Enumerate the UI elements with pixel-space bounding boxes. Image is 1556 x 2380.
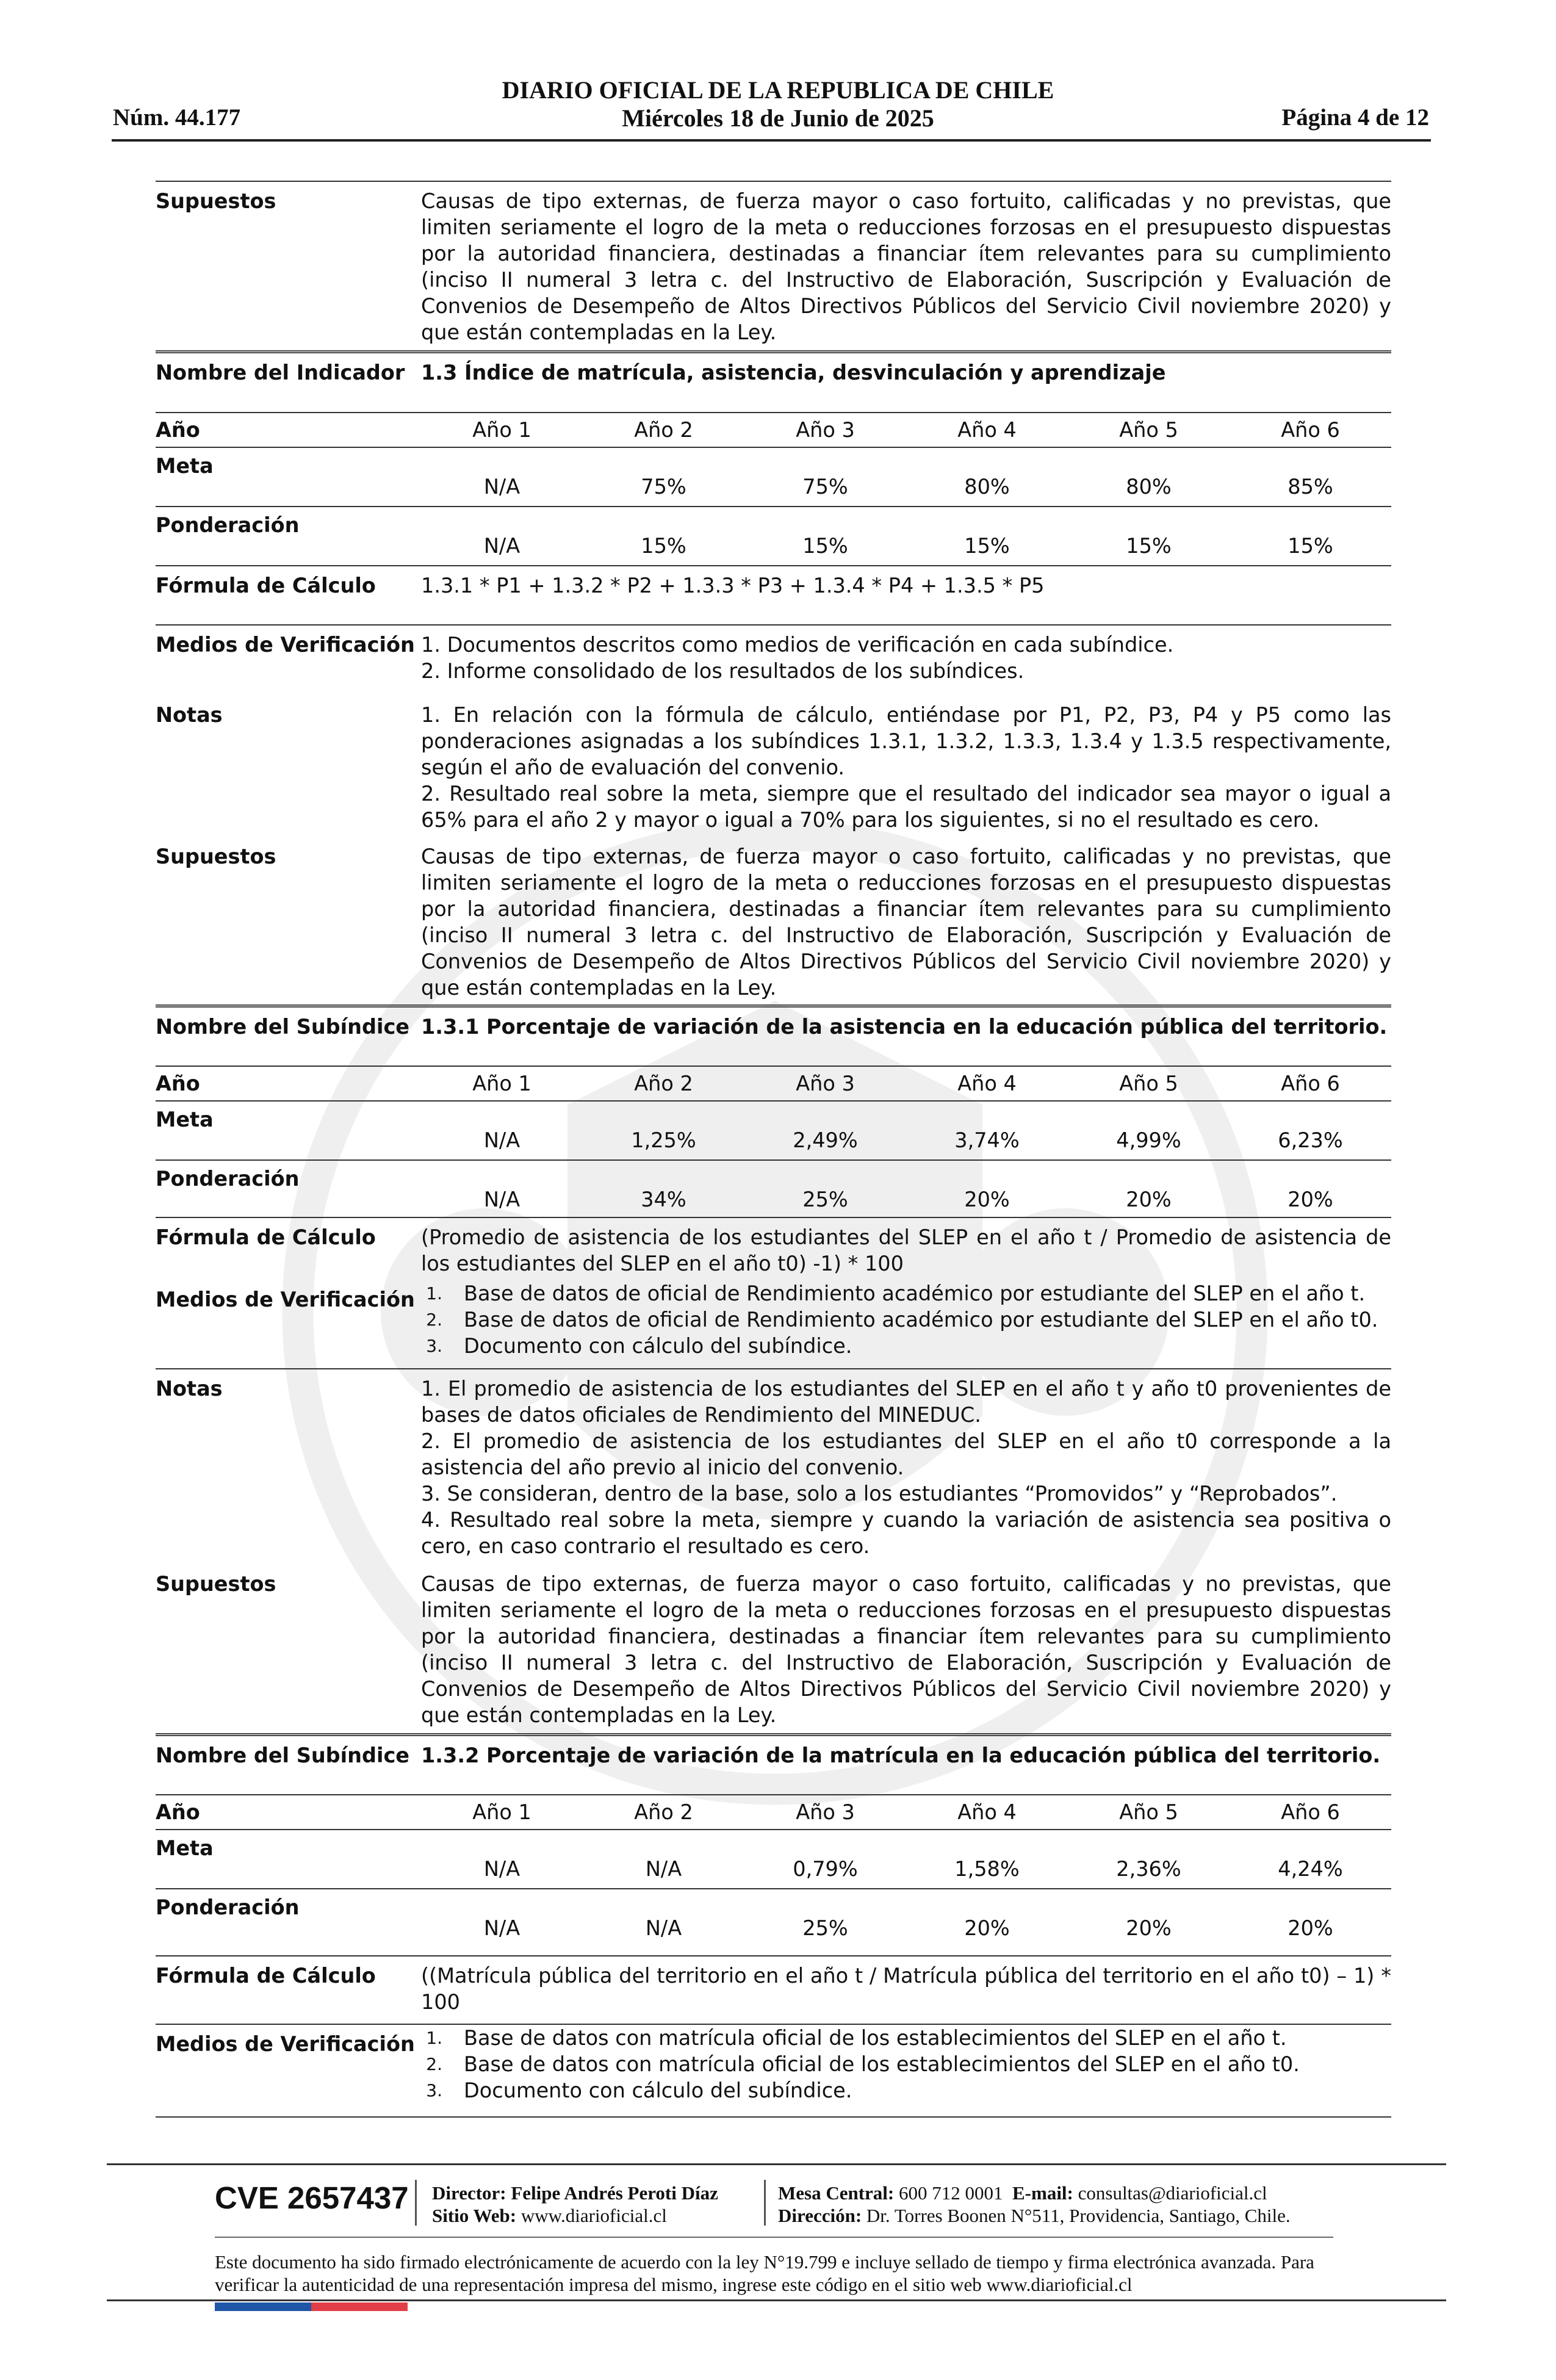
meta-row — [156, 1100, 1391, 1159]
list-item: 1. Base de datos de oficial de Rendimiento académico por estudiante del SLEP en el año t. — [426, 1282, 1366, 1305]
field-label: Meta — [156, 1836, 214, 1860]
year-cell: Año 1 — [472, 1072, 531, 1095]
medios-row — [156, 2024, 1391, 2118]
meta-cell: 80% — [964, 475, 1010, 499]
field-label: Año — [156, 418, 200, 442]
field-label: Medios de Verificación — [156, 1288, 415, 1311]
header-rule — [112, 139, 1431, 142]
list-item: 2. Base de datos de oficial de Rendimiento académico por estudiante del SLEP en el año t0. — [426, 1308, 1378, 1332]
footer-director-block: Director: Felipe Andrés Peroti Díaz Sitio Web: www.diarioficial.cl — [432, 2182, 718, 2226]
field-label: Medios de Verificación — [156, 2032, 415, 2056]
ponderacion-cell: N/A — [483, 1188, 520, 1211]
years-row — [156, 1066, 1391, 1100]
issue-number: Núm. 44.177 — [113, 104, 241, 131]
field-label: Fórmula de Cálculo — [156, 574, 376, 597]
field-label: Supuestos — [156, 845, 276, 868]
formula-value: 1.3.1 * P1 + 1.3.2 * P2 + 1.3.3 * P3 + 1.3.4 * P4 + 1.3.5 * P5 — [421, 574, 1045, 597]
ponderacion-cell: 15% — [1288, 534, 1333, 558]
years-row — [156, 1794, 1391, 1829]
footer-divider — [764, 2180, 766, 2226]
field-label: Notas — [156, 703, 223, 727]
supuestos-section — [156, 1565, 1391, 1733]
meta-cell: 75% — [802, 475, 848, 499]
meta-cell: 3,74% — [954, 1128, 1020, 1152]
meta-cell: 75% — [641, 475, 686, 499]
list-item: 2. Base de datos con matrícula oficial de los establecimientos del SLEP en el año t0. — [426, 2052, 1300, 2076]
medios-row — [156, 624, 1391, 696]
supuestos-section — [156, 837, 1391, 1004]
field-label: Fórmula de Cálculo — [156, 1225, 376, 1249]
ponderacion-cell: 20% — [1288, 1916, 1333, 1940]
field-label: Supuestos — [156, 1572, 276, 1596]
year-cell: Año 3 — [796, 1072, 855, 1095]
field-value: Causas de tipo externas, de fuerza mayor o caso fortuito, calificadas y no previstas, que limiten seriamente el logro de la meta o reducciones forzosas en el presupuesto dispuestas por la autoridad financiera, destinadas a financiar ítem relevantes para su cumplimiento (inciso II numeral 3 letra c. del Instructivo de Elaboración, Suscripción y Evaluación de Convenios de Desempeño de Altos Directivos Públicos del Servicio Civil noviembre 2020) y que están contempladas en la Ley. — [421, 1572, 1391, 1727]
field-label: Ponderación — [156, 1895, 300, 1919]
list-item: 3. Documento con cálculo del subíndice. — [426, 2079, 852, 2102]
field-label: Nombre del Indicador — [156, 361, 405, 384]
subindex-name-row — [156, 1004, 1391, 1066]
legal-notice: Este documento ha sido firmado electrónicamente de acuerdo con la ley N°19.799 e incluye sellado de tiempo y firma electrónica avanzada. Para verificar la autenticidad de una representación impresa del mismo, ingrese este código en el sitio web www.diarioficial.cl — [215, 2251, 1314, 2295]
field-label: Nombre del Subíndice — [156, 1744, 410, 1767]
formula-row — [156, 1955, 1391, 2024]
medios-list — [421, 2025, 1391, 2116]
meta-cell: N/A — [483, 1857, 520, 1881]
field-label: Supuestos — [156, 189, 276, 213]
cve-code: CVE 2657437 — [215, 2180, 409, 2215]
ponderacion-row — [156, 1159, 1391, 1217]
meta-cell: 4,24% — [1278, 1857, 1343, 1881]
ponderacion-cell: 15% — [802, 534, 848, 558]
field-label: Meta — [156, 454, 214, 478]
ponderacion-cell: 15% — [1126, 534, 1172, 558]
meta-cell: 0,79% — [793, 1857, 858, 1881]
meta-cell: 2,36% — [1116, 1857, 1181, 1881]
list-item: 3. Se consideran, dentro de la base, solo a los estudiantes “Promovidos” y “Reprobados”. — [421, 1482, 1338, 1506]
year-cell: Año 6 — [1281, 418, 1340, 442]
page-number: Página 4 de 12 — [1281, 104, 1429, 131]
medios-list — [421, 626, 1391, 696]
ponderacion-cell: N/A — [483, 534, 520, 558]
medios-list — [421, 1280, 1391, 1368]
field-value: Causas de tipo externas, de fuerza mayor o caso fortuito, calificadas y no previstas, que limiten seriamente el logro de la meta o reducciones forzosas en el presupuesto dispuestas por la autoridad financiera, destinadas a financiar ítem relevantes para su cumplimiento (inciso II numeral 3 letra c. del Instructivo de Elaboración, Suscripción y Evaluación de Convenios de Desempeño de Altos Directivos Públicos del Servicio Civil noviembre 2020) y que están contempladas en la Ley. — [421, 189, 1391, 344]
address: Dr. Torres Boonen N°511, Providencia, Santiago, Chile. — [866, 2205, 1291, 2226]
formula-row — [156, 565, 1391, 624]
footer-rule — [107, 2163, 1446, 2165]
phone-number: 600 712 0001 — [899, 2182, 1003, 2204]
year-cell: Año 4 — [957, 1800, 1017, 1824]
year-cell: Año 5 — [1119, 1800, 1178, 1824]
footer-rule — [215, 2237, 1333, 2238]
meta-cell: 80% — [1126, 475, 1172, 499]
meta-cell: 2,49% — [793, 1128, 858, 1152]
website-link[interactable]: www.diarioficial.cl — [520, 2205, 667, 2226]
meta-row — [156, 1829, 1391, 1888]
ponderacion-cell: 25% — [802, 1188, 848, 1211]
director-name: Felipe Andrés Peroti Díaz — [511, 2182, 718, 2204]
year-cell: Año 5 — [1119, 418, 1178, 442]
list-item: 1. Documentos descritos como medios de verificación en cada subíndice. — [421, 633, 1174, 657]
subindex-title: 1.3.2 Porcentaje de variación de la matrícula en la educación pública del territorio. — [421, 1744, 1381, 1767]
meta-cell: N/A — [483, 1128, 520, 1152]
year-cell: Año 5 — [1119, 1072, 1178, 1095]
footer-rule — [107, 2299, 1446, 2301]
field-label: Fórmula de Cálculo — [156, 1964, 376, 1988]
ponderacion-cell: 25% — [802, 1916, 848, 1940]
field-label: Notas — [156, 1377, 223, 1401]
list-item: 1. Base de datos con matrícula oficial de los establecimientos del SLEP en el año t. — [426, 2026, 1287, 2050]
meta-cell: N/A — [645, 1857, 682, 1881]
field-label: Medios de Verificación — [156, 633, 415, 657]
list-item: 2. Informe consolidado de los resultados de los subíndices. — [421, 659, 1025, 683]
indicator-title: 1.3 Índice de matrícula, asistencia, desvinculación y aprendizaje — [421, 361, 1166, 384]
field-label: Ponderación — [156, 1167, 300, 1191]
ponderacion-row — [156, 506, 1391, 565]
ponderacion-cell: 20% — [1126, 1916, 1172, 1940]
subindex-title: 1.3.1 Porcentaje de variación de la asistencia en la educación pública del territorio. — [421, 1015, 1388, 1039]
year-cell: Año 2 — [634, 1072, 693, 1095]
list-item: 2. Resultado real sobre la meta, siempre que el resultado del indicador sea mayor o igual a 65% para el año 2 y mayor o igual a 70% para los siguientes, si no el resultado es cero. — [421, 782, 1391, 832]
meta-cell: 6,23% — [1278, 1128, 1343, 1152]
publication-date: Miércoles 18 de Junio de 2025 — [622, 104, 934, 132]
supuestos-section — [156, 181, 1391, 350]
field-label: Ponderación — [156, 513, 300, 537]
list-item: 3. Documento con cálculo del subíndice. — [426, 1334, 852, 1358]
email-link[interactable]: consultas@diarioficial.cl — [1078, 2182, 1267, 2204]
field-label: Año — [156, 1072, 200, 1095]
meta-cell: 1,58% — [954, 1857, 1020, 1881]
flag-stripe-red — [311, 2302, 408, 2311]
formula-row — [156, 1217, 1391, 1280]
ponderacion-cell: 20% — [1288, 1188, 1333, 1211]
ponderacion-cell: 15% — [641, 534, 686, 558]
flag-stripe-blue — [215, 2302, 311, 2311]
list-item: 4. Resultado real sobre la meta, siempre y cuando la variación de asistencia sea positiva o cero, en caso contrario el resultado es cero. — [421, 1508, 1391, 1558]
ponderacion-cell: 20% — [964, 1916, 1010, 1940]
year-cell: Año 2 — [634, 418, 693, 442]
ponderacion-cell: N/A — [645, 1916, 682, 1940]
ponderacion-row — [156, 1888, 1391, 1955]
meta-cell: N/A — [483, 475, 520, 499]
list-item: 1. En relación con la fórmula de cálculo, entiéndase por P1, P2, P3, P4 y P5 como las ponderaciones asignadas a los subíndices 1.3.1, 1.3.2, 1.3.3, 1.3.4 y 1.3.5 respectivamente, según el año de evaluación del convenio. — [421, 703, 1391, 779]
year-cell: Año 2 — [634, 1800, 693, 1824]
field-value: Causas de tipo externas, de fuerza mayor o caso fortuito, calificadas y no previstas, que limiten seriamente el logro de la meta o reducciones forzosas en el presupuesto dispuestas por la autoridad financiera, destinadas a financiar ítem relevantes para su cumplimiento (inciso II numeral 3 letra c. del Instructivo de Elaboración, Suscripción y Evaluación de Convenios de Desempeño de Altos Directivos Públicos del Servicio Civil noviembre 2020) y que están contempladas en la Ley. — [421, 845, 1391, 1000]
ponderacion-cell: N/A — [483, 1916, 520, 1940]
notas-list — [421, 696, 1391, 837]
meta-row — [156, 447, 1391, 506]
list-item: 2. El promedio de asistencia de los estudiantes del SLEP en el año t0 corresponde a la asistencia del año previo al inicio del convenio. — [421, 1429, 1391, 1479]
year-cell: Año 4 — [957, 418, 1017, 442]
notas-list — [421, 1369, 1391, 1565]
ponderacion-cell: 20% — [1126, 1188, 1172, 1211]
field-label: Nombre del Subíndice — [156, 1015, 410, 1039]
document-body — [156, 181, 1391, 2118]
field-label: Año — [156, 1800, 200, 1824]
field-label: Meta — [156, 1108, 214, 1131]
ponderacion-cell: 20% — [964, 1188, 1010, 1211]
footer-contact-block: Mesa Central: 600 712 0001 E-mail: consultas@diarioficial.cl Dirección: Dr. Torres Boonen N°511, Providencia, Santiago, Chile. — [778, 2182, 1291, 2226]
meta-cell: 1,25% — [631, 1128, 696, 1152]
formula-value: (Promedio de asistencia de los estudiantes del SLEP en el año t / Promedio de asistencia de los estudiantes del SLEP en el año t0) -1) * 100 — [421, 1225, 1391, 1275]
formula-value: ((Matrícula pública del territorio en el año t / Matrícula pública del territorio en el año t0) – 1) * 100 — [421, 1964, 1391, 2014]
publication-title: DIARIO OFICIAL DE LA REPUBLICA DE CHILE — [502, 76, 1054, 104]
notas-row — [156, 1368, 1391, 1565]
year-cell: Año 1 — [472, 418, 531, 442]
year-cell: Año 1 — [472, 1800, 531, 1824]
notas-row — [156, 696, 1391, 837]
meta-cell: 85% — [1288, 475, 1333, 499]
years-row — [156, 412, 1391, 447]
year-cell: Año 4 — [957, 1072, 1017, 1095]
year-cell: Año 6 — [1281, 1072, 1340, 1095]
year-cell: Año 6 — [1281, 1800, 1340, 1824]
subindex-name-row — [156, 1733, 1391, 1794]
meta-cell: 4,99% — [1116, 1128, 1181, 1152]
ponderacion-cell: 34% — [641, 1188, 686, 1211]
ponderacion-cell: 15% — [964, 534, 1010, 558]
year-cell: Año 3 — [796, 418, 855, 442]
list-item: 1. El promedio de asistencia de los estudiantes del SLEP en el año t y año t0 provenientes de bases de datos oficiales de Rendimiento del MINEDUC. — [421, 1377, 1391, 1427]
indicator-name-row — [156, 350, 1391, 412]
medios-row — [156, 1280, 1391, 1368]
footer-divider — [415, 2180, 417, 2226]
year-cell: Año 3 — [796, 1800, 855, 1824]
